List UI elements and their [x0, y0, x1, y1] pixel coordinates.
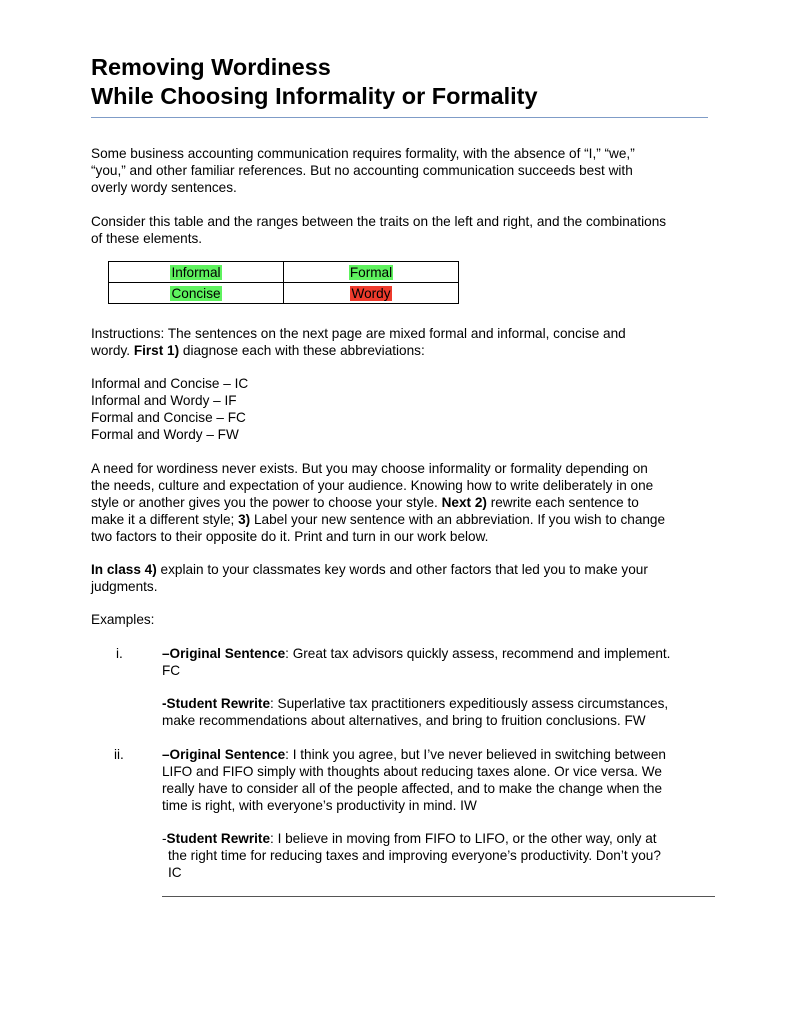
example-number-1: i. [116, 646, 123, 661]
list-item: Informal and Concise – IC [91, 376, 249, 391]
list-item: Formal and Wordy – FW [91, 427, 239, 442]
list-item: Informal and Wordy – IF [91, 393, 237, 408]
para3-line-4-pre: make it a different style; [91, 512, 239, 527]
original-sentence-label: –Original Sentence [162, 646, 286, 661]
concise-highlight: Concise [171, 285, 221, 301]
example-2-rewrite-line-2: the right time for reducing taxes and improving everyone’s productivity. Don’t you? [168, 848, 661, 863]
para3-step-3: 3) [238, 512, 251, 527]
in-class-paragraph [91, 561, 721, 595]
answer-line [162, 896, 715, 897]
example-2-original-line-1: : I think you agree, but I’ve never believed in switching between [285, 747, 666, 762]
intro-p1-line-3: overly wordy sentences. [91, 180, 237, 195]
example-1-original-line-1: : Great tax advisors quickly assess, recommend and implement. [285, 646, 671, 661]
instructions-paragraph [91, 325, 721, 359]
wordy-highlight: Wordy [351, 285, 391, 301]
example-2-rewrite [162, 830, 722, 881]
original-sentence-label: –Original Sentence [162, 747, 286, 762]
para3-line-3-pre: style or another gives you the power to choose your style. [91, 495, 442, 510]
instructions-line-2-pre: wordy. [91, 343, 134, 358]
table-cell-wordy [284, 283, 459, 304]
para4-step-4: In class 4) [91, 562, 157, 577]
para4-line-1-post: explain to your classmates key words and other factors that led you to make your [156, 562, 648, 577]
example-2-original-line-4: time is right, with everyone’s productivity in mind. IW [162, 798, 477, 813]
example-1-original [162, 645, 722, 679]
para3-line-5: two factors to their opposite do it. Print and turn in our work below. [91, 529, 489, 544]
title-divider [91, 117, 708, 118]
abbreviation-list [91, 375, 721, 443]
list-item: Formal and Concise – FC [91, 410, 246, 425]
table-row [109, 283, 459, 304]
example-1-original-line-2: FC [162, 663, 181, 678]
intro-p1-line-1: Some business accounting communication requires formality, with the absence of “I,” “we,” [91, 146, 635, 161]
informal-highlight: Informal [171, 264, 221, 280]
example-2-original [162, 746, 722, 814]
instructions-step-1: First 1) [133, 343, 180, 358]
para3-line-3-post: rewrite each sentence to [486, 495, 639, 510]
formal-highlight: Formal [349, 264, 393, 280]
examples-label: Examples: [91, 612, 155, 627]
table-row [109, 262, 459, 283]
example-2-rewrite-line-1: : I believe in moving from FIFO to LIFO, or the other way, only at [270, 831, 657, 846]
intro-p1-line-2: “you,” and other familiar references. But no accounting communication succeeds best with [91, 163, 633, 178]
intro-paragraph-2 [91, 213, 721, 247]
instructions-line-2-post: diagnose each with these abbreviations: [179, 343, 425, 358]
para3-step-2: Next 2) [441, 495, 487, 510]
example-1-rewrite [162, 695, 722, 729]
example-number-2: ii. [114, 747, 124, 762]
example-2-original-line-2: LIFO and FIFO simply with thoughts about reducing taxes alone. Or vice versa. We [162, 764, 662, 779]
page-title [91, 53, 538, 111]
example-1-rewrite-line-1: : Superlative tax practitioners expeditiously assess circumstances, [270, 696, 669, 711]
student-rewrite-label: -Student Rewrite [162, 696, 270, 711]
para3-line-1: A need for wordiness never exists. But you may choose informality or formality depending on [91, 461, 648, 476]
example-1-rewrite-line-2: make recommendations about alternatives, and bring to fruition conclusions. FW [162, 713, 646, 728]
instructions-line-1: Instructions: The sentences on the next page are mixed formal and informal, concise and [91, 326, 626, 341]
intro-p2-line-1: Consider this table and the ranges between the traits on the left and right, and the combinations [91, 214, 667, 229]
para3-line-2: the needs, culture and expectation of your audience. Knowing how to write deliberately in one [91, 478, 654, 493]
student-rewrite-label: Student Rewrite [166, 831, 271, 846]
table-cell-formal [284, 262, 459, 283]
traits-table [108, 261, 459, 304]
example-2-rewrite-line-3: IC [168, 865, 182, 880]
intro-paragraph-1 [91, 145, 721, 196]
intro-p2-line-2: of these elements. [91, 231, 203, 246]
para4-line-2: judgments. [91, 579, 158, 594]
table-cell-informal [109, 262, 284, 283]
example-2-original-line-3: really have to consider all of the people affected, and to make the change when the [162, 781, 663, 796]
title-line-2: While Choosing Informality or Formality [91, 83, 538, 109]
rewrite-dash: - [162, 831, 167, 846]
wordiness-paragraph [91, 460, 721, 545]
para3-line-4-post: Label your new sentence with an abbreviation. If you wish to change [250, 512, 666, 527]
title-line-1: Removing Wordiness [91, 54, 331, 80]
table-cell-concise [109, 283, 284, 304]
